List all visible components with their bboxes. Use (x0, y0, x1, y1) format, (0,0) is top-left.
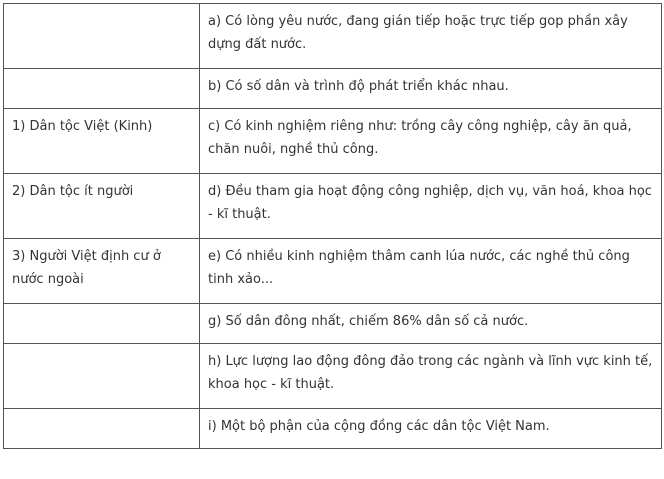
characteristic-cell: e) Có nhiều kinh nghiệm thâm canh lúa nước, các nghề thủ công tinh xảo... (200, 239, 662, 304)
table-row (4, 69, 662, 109)
group-cell (4, 344, 200, 409)
table-row (4, 174, 662, 239)
group-cell: 2) Dân tộc ít người (4, 174, 200, 239)
group-cell (4, 304, 200, 344)
table-row (4, 304, 662, 344)
characteristic-cell: b) Có số dân và trình độ phát triển khác nhau. (200, 69, 662, 109)
characteristic-cell: g) Số dân đông nhất, chiếm 86% dân số cả nước. (200, 304, 662, 344)
group-cell (4, 69, 200, 109)
characteristic-cell: a) Có lòng yêu nước, đang gián tiếp hoặc trực tiếp gop phần xây dựng đất nước. (200, 4, 662, 69)
characteristic-cell: d) Đều tham gia hoạt động công nghiệp, dịch vụ, văn hoá, khoa học - kĩ thuật. (200, 174, 662, 239)
table-row (4, 4, 662, 69)
table-row (4, 344, 662, 409)
table-row (4, 239, 662, 304)
group-cell (4, 4, 200, 69)
group-cell: 3) Người Việt định cư ở nước ngoài (4, 239, 200, 304)
table-row (4, 409, 662, 449)
group-cell: 1) Dân tộc Việt (Kinh) (4, 109, 200, 174)
table-row (4, 109, 662, 174)
characteristic-cell: h) Lực lượng lao động đông đảo trong các ngành và lĩnh vực kinh tế, khoa học - kĩ thuật. (200, 344, 662, 409)
matching-table (3, 3, 662, 449)
group-cell (4, 409, 200, 449)
characteristic-cell: i) Một bộ phận của cộng đồng các dân tộc Việt Nam. (200, 409, 662, 449)
characteristic-cell: c) Có kinh nghiệm riêng như: trồng cây công nghiệp, cây ăn quả, chăn nuôi, nghề thủ công. (200, 109, 662, 174)
